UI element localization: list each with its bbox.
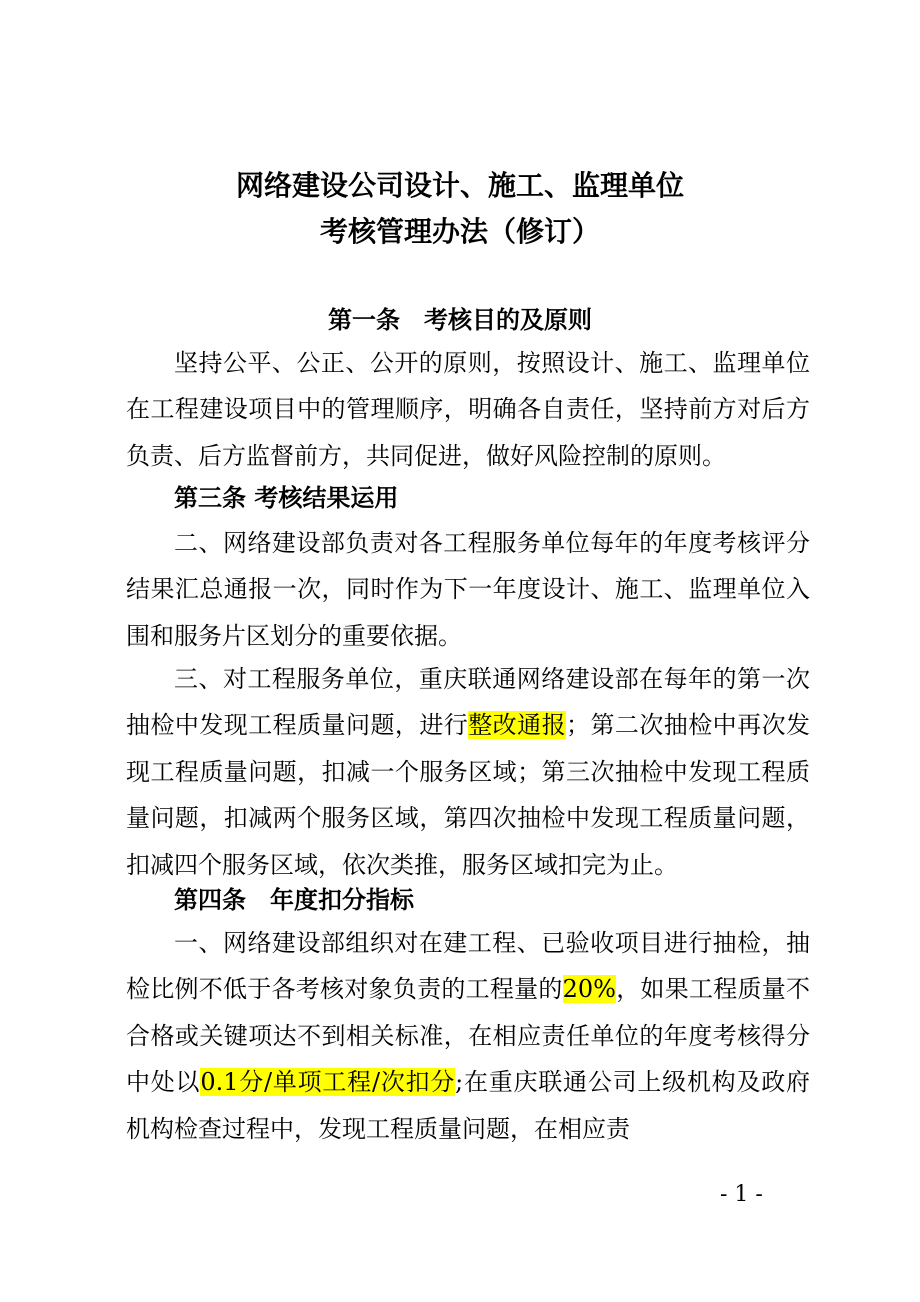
document-title-line1: 网络建设公司设计、施工、监理单位 — [235, 169, 684, 202]
article4-paragraph1-text3: ;在重庆联通公司上级机构及政府机构检查过程中，发现工程质量问题，在相应责 — [126, 1068, 810, 1143]
highlight-rectification-notice: 整改通报 — [468, 711, 567, 740]
article3-paragraph3-text: 三、对工程服务单位，重庆联通网络建设部在每年的第一次抽检中发现工程质量问题，进行 — [126, 665, 810, 740]
article4-paragraph1 — [126, 920, 810, 1152]
page-number: - 1 - — [720, 1182, 763, 1207]
article3-paragraph2: 二、网络建设部负责对各工程服务单位每年的年度考核评分结果汇总通报一次，同时作为下一年度设计、施工、监理单位入围和服务片区划分的重要依据。 — [126, 529, 810, 650]
article4-heading: 第四条 年度扣分指标 — [174, 886, 414, 914]
article1-heading: 第一条 考核目的及原则 — [328, 306, 592, 334]
article1-paragraph: 坚持公平、公正、公开的原则，按照设计、施工、监理单位在工程建设项目中的管理顺序，明确各自责任，坚持前方对后方负责、后方监督前方，共同促进，做好风险控制的原则。 — [126, 349, 810, 470]
article4-paragraph1-text2: ，如果工程质量不合格或关键项达不到相关标准，在相应责任单位的年度考核得分中处以 — [126, 975, 811, 1097]
article3-heading: 第三条 考核结果运用 — [174, 484, 399, 512]
article3-paragraph3 — [126, 656, 810, 888]
article4-paragraph1-text: 一、网络建设部组织对在建工程、已验收项目进行抽检，抽检比例不低于各考核对象负责的工程量的 — [126, 929, 810, 1004]
highlight-sampling-ratio: 20% — [562, 975, 616, 1004]
highlight-deduction-rule: 0.1分/单项工程/次扣分 — [200, 1068, 456, 1097]
article3-paragraph3-rest: ；第二次抽检中再次发现工程质量问题，扣减一个服务区域；第三次抽检中发现工程质量问题，扣减两个服务区域，第四次抽检中发现工程质量问题，扣减四个服务区域，依次类推，服务区域扣完为止。 — [126, 711, 811, 879]
document-title-line2: 考核管理办法（修订） — [319, 215, 600, 248]
